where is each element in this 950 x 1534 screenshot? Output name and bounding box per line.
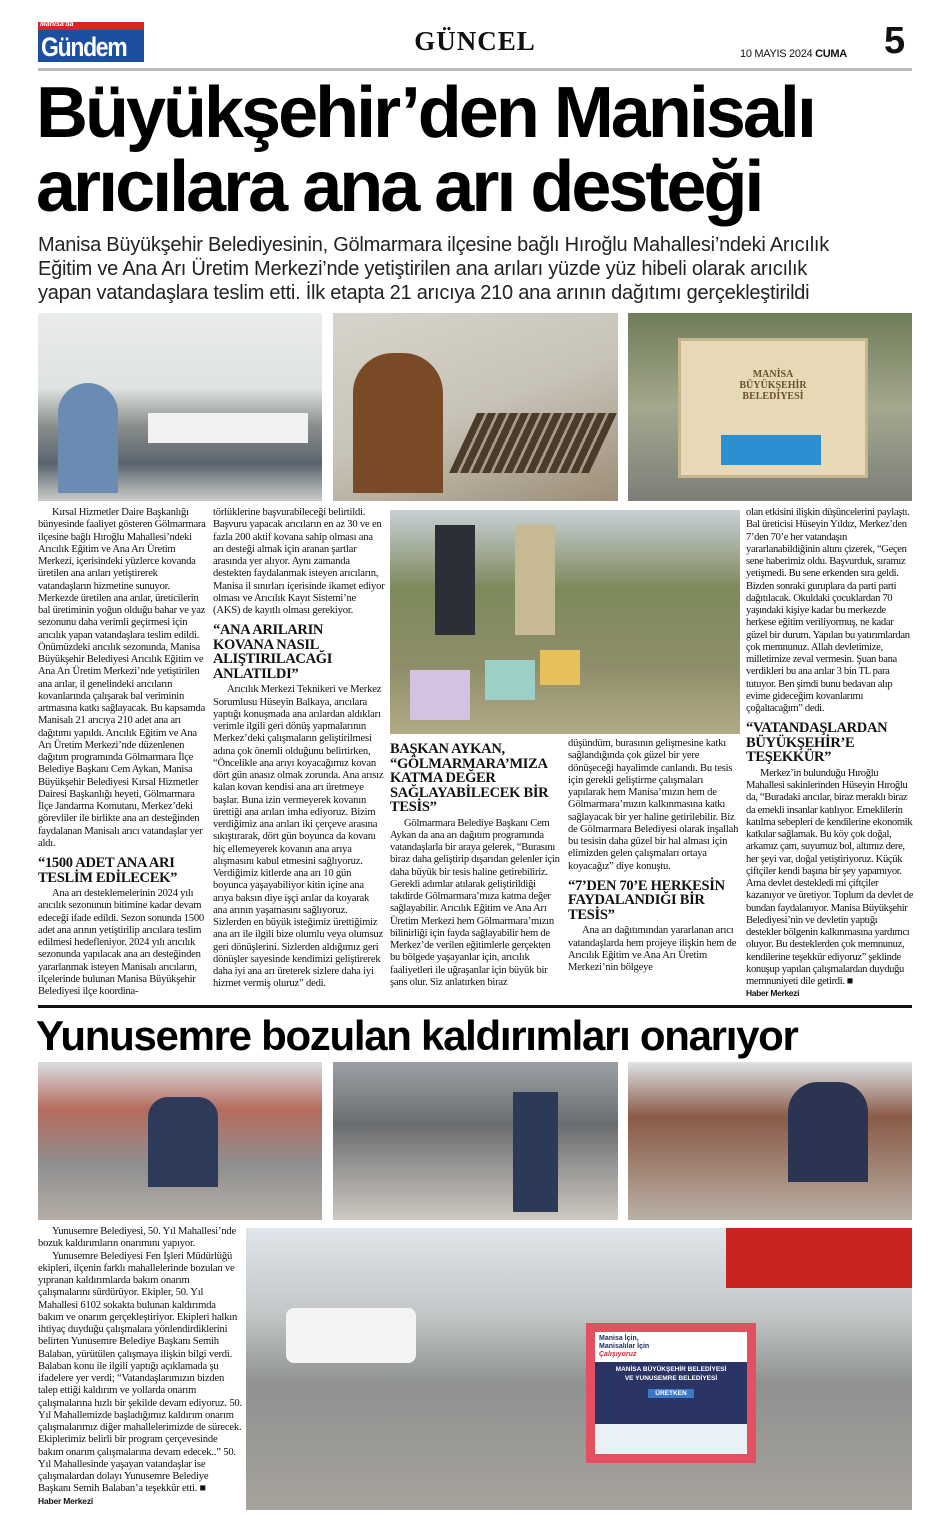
- article-column: [746, 507, 914, 998]
- paragraph: düşündüm, burasının gelişmesine katkı sağlandığında çok güzel bir yere dönüşeceği hayalimde canlandı. Bu tesis için gerekli geliştirme çalışmaları yapılarak hem Manisa’mızın hem de Gölmarmara’mızın kalkınmasına katkı sağlayacak bir yer haline getirilebilir. Biz de Gölmarmara Belediyesi olarak inşallah bu tesisin daha güzel bir hal alması için elimizden gelen çalışmaları ortaya koyacağız” diye konuştu.: [568, 738, 739, 872]
- paragraph: Gölmarmara Belediye Başkanı Cem Aykan da ana arı dağıtım programında vatandaşlarla bir araya gelerek, “Burasını biraz daha geliştirip dışarıdan gelenler için daha büyük bir tesis haline getirebiliriz. Gerekli adımlar atılarak geliştirildiği takdirde Gölmarmara’mıza katma değer sağlayabilir. Arıcılık Eğitim ve Ana Arı Üretim Merkezi hem Gölmarmara’mızın bilinirliği için fayda sağlayabilir hem de Merkez’de verilen eğitimlerle gerçekten bu bölgede yaşayanlar için, arıcılık faaliyetleri ile uğraşanlar için büyük bir şans olur. Siz anlatırken biraz: [390, 817, 560, 988]
- hive-sign-line: BELEDİYESİ: [742, 391, 804, 402]
- paragraph: Merkez’in bulunduğu Hıroğlu Mahallesi sakinlerinden Hüseyin Hıroğlu da, “Buradaki arıcılar, biraz meraklı biraz da emekli insanlar katılıyor. Emeklilerin katılma sebepleri de kendilerine ekonomik katkılar sağlamak. Bu köy çok doğal, arkamız çam, suyumuz bol, altımız dere, her şeyi var, doğal yetiştiriyoruz. Küçük çiftçiler kendi başına bir şey yapamıyor. Ama devlet destekledi mi çiftçiler kazanıyor ve üretiyor. Toplum da devlet de bundan faydalanıyor. Manisa Büyükşehir Belediyesi’nin ve devletin yaptığı destekler bölgenin kalkınmasına yardımcı oluyor. Bu desteklerden çok memnunuz, kendilerine teşekkür ediyoruz” şeklinde konuşup yapılan çalışmalardan duyduğu memnuniyeti dile getirdi. ■: [746, 767, 914, 987]
- photo-worker: [513, 1092, 558, 1212]
- photo-parked-car: [286, 1308, 416, 1363]
- photo-man-brown-jacket: [353, 353, 443, 493]
- date-text: 10 MAYIS 2024: [740, 48, 813, 60]
- subheading: BAŞKAN AYKAN, “GÖLMARMARA’MIZA KATMA DEĞER SAĞLAYABİLECEK BİR TESİS”: [390, 741, 549, 815]
- photo-hive-entrance: [721, 435, 821, 465]
- paragraph: Yunusemre Belediyesi, 50. Yıl Mahallesi’nde bozuk kaldırımların onarımını yapıyor.: [38, 1226, 237, 1250]
- logo-name: Gündem: [41, 32, 127, 62]
- photo-hive: [410, 670, 470, 720]
- article-headline: Yunusemre bozulan kaldırımları onarıyor: [36, 1012, 798, 1059]
- photo-worker-tamping: [333, 1062, 618, 1220]
- byline: Haber Merkezi: [38, 1495, 94, 1506]
- photo-street-works: [246, 1228, 912, 1510]
- standfirst-line: Eğitim ve Ana Arı Üretim Merkezi’nde yetiştirilen ana arıları yüzde yüz hibeli olarak arıcılık: [38, 258, 808, 280]
- article-column: [38, 507, 206, 998]
- paragraph: Ana arı dağıtımından yararlanan arıcı vatandaşlarda hem projeye ilişkin hem de Arıcılık Eğitim ve Ana Arı Üretim Merkezi’nin bölgeye: [568, 925, 737, 973]
- sign-text: Manisalılar İçin: [599, 1343, 650, 1350]
- article-standfirst: [38, 233, 918, 305]
- photo-table: [148, 413, 308, 443]
- headline-line: arıcılara ana arı desteği: [36, 147, 762, 227]
- paragraph: Kırsal Hizmetler Daire Başkanlığı bünyesinde faaliyet gösteren Gölmarmara ilçesine bağlı Hıroğlu Mahallesi’ndeki Arıcılık Eğitim ve Ana Arı Üretim Merkezi, içerisindeki yüzlerce kovanda üretilen ana arıları yetiştirerek vatandaşların hizmetine sunuyor. Merkezde üretilen ana arılar, üreticilerin bal üretiminin yoğun olduğu bahar ve yaz sezonunu daha verimli geçirmesi için arıcılık yapan vatandaşlara teslim edildi. Önümüzdeki arıcılık sezonunda, Manisa Büyükşehir Belediyesi Arıcılık Eğitim ve Ana Arı Üretim Merkezi’nde yetiştirilen ana arılar, il genelindeki arıcıların kovanlarında çalışarak bal veriminin artmasına katkı sağlayacak. Bu kapsamda Manisalı 21 arıcıya 210 adet ana arı dağıtımı yapıldı. Arıcılık Eğitim ve Ana Arı Üretim Merkezi’nde düzenlenen dağıtım programında Gölmarmara İlçe Belediye Başkanı Cem Aykan, Manisa Büyükşehir Belediyesi Kırsal Hizmetler Dairesi Başkanlığı heyeti, Gölmarmara İlçe Jandarma Komutanı, Merkez’deki görevliler ile birlikte ana arı desteğinden faydalanan Manisalı arıcı vatandaşlar yer aldı.: [38, 507, 206, 849]
- sign-badge: ÜRETKEN: [648, 1389, 694, 1398]
- standfirst-line: yapan vatandaşlara teslim etti. İlk etapta 21 arıcıya 210 ana arının dağıtımı gerçekleştirildi: [38, 282, 810, 304]
- paragraph: Ana arı desteklemelerinin 2024 yılı arıcılık sezonunun bitimine kadar devam edeceği ifade edildi. Sezon sonunda 1500 adet ana arının yetiştirilip arıcılara teslim edilmesi hedefleniyor. 2024 yılı arıcılık sezonunda yapılacak ana arı desteğinden yararlanmak isteyen Manisalı arıcıların, ilçelerinde bulunan Manisa Büyükşehir Belediyesi ilçe koordina-: [38, 888, 204, 997]
- paragraph: törlüklerine başvurabileceği belirtildi. Başvuru yapacak arıcıların en az 30 ve en fazla 200 aktif kovana sahip olması ana arı desteği almak için aranan şartlar arasında yer alıyor. Aynı zamanda destekten faydalanmak isteyen arıcıların, Manisa il sınırları içerisinde ikamet ediyor olması ve Arıcılık Kayıt Sistemi’ne (AKS) de kayıtlı olması gerekiyor.: [213, 507, 385, 616]
- photo-hive: [485, 660, 535, 700]
- sign-text: MANİSA BÜYÜKŞEHİR BELEDİYESİ: [615, 1366, 727, 1373]
- article-column: [568, 738, 740, 974]
- sign-text: VE YUNUSEMRE BELEDİYESİ: [624, 1375, 718, 1382]
- headline-line: Büyükşehir’den Manisalı: [36, 73, 814, 153]
- subheading: “ANA ARILARIN KOVANA NASIL ALIŞTIRILACAĞI ANLATILDI”: [213, 622, 333, 682]
- subheading: “7’DEN 70’E HERKESİN FAYDALANDIĞI BİR TESİS”: [568, 877, 725, 923]
- photo-figure: [435, 525, 475, 635]
- roadworks-sign: [586, 1323, 756, 1463]
- logo-tagline: Manisa'da: [40, 21, 74, 28]
- photo-figure: [58, 383, 118, 493]
- photo-hives-field: [390, 510, 740, 734]
- photo-hive-box: [678, 338, 868, 478]
- photo-beehive: [628, 313, 912, 501]
- article-headline: [36, 73, 926, 227]
- sign-text: Çalışıyoruz: [599, 1351, 637, 1358]
- photo-shop-awning: [726, 1228, 912, 1288]
- issue-date: [740, 48, 847, 60]
- byline: Haber Merkezi: [746, 988, 800, 999]
- photo-hive: [540, 650, 580, 685]
- day-text: CUMA: [815, 48, 847, 60]
- photo-kit-tray: [449, 413, 617, 473]
- photo-queen-bee-kits: [333, 313, 618, 501]
- photo-meeting-room: [38, 313, 322, 501]
- standfirst-line: Manisa Büyükşehir Belediyesinin, Gölmarmara ilçesine bağlı Hıroğlu Mahallesi’ndeki Arıcılık: [38, 234, 829, 256]
- photo-worker-paving: [38, 1062, 322, 1220]
- header-divider: [38, 68, 912, 71]
- paragraph: Arıcılık Merkezi Teknikeri ve Merkez Sorumlusu Hüseyin Balkaya, arıcılara yaptığı konuşmada ana arılardan aldıkları verimle ilgili geri dönüş yapmalarının Merkez’deki çalışmaların geliştirilmesi adına çok önemli olduğunu belirtirken, “Öncelikle ana arıyı koyacağımız kovan dört gün anasız olmak zorunda. Ana arısız kalan kovan kendisi ana arı üretmeye başlar. Buna izin vermeyerek kovanın ürettiği ana arıları imha ediyoruz. Bizim verdiğimiz ana arıları iki çerçeve arasına sıkıştırarak, dört gün boyunca da kovanı hiç ellemeyerek kovanın ana arıya alışmasını kabul etmesini sağlıyoruz. Verdiğimiz kitlerde ana arı 10 gün boyunca yaşayabiliyor kitin içine ana arıya baksın diye işçi arılar da koyarak ana arının yaşamasını sağlıyoruz. Sizlerden en büyük isteğimiz ürettiğimiz ana arı ile ilgili bize olumlu veya olumsuz geri dönüşlerini. Sizlerden aldığımız geri dönüşler sayesinde kendimizi geliştirerek daha iyi ana arı üreterek sizlere daha iyi hizmet vermiş oluruz” dedi.: [213, 684, 384, 990]
- photo-worker: [788, 1082, 868, 1182]
- article-divider: [38, 1005, 912, 1008]
- paragraph: olan etkisini ilişkin düşüncelerini paylaştı. Bal üreticisi Hüseyin Yıldız, Merkez’den 7’den 70’e her vatandaşın yararlanabildiğinin altını çizerek, “Geçen sene haberimiz oldu. Başvurduk, sıramız yetişmedi. Bu sene erkenden sıra geldi. Bizden sonraki guruplara da parti parti dağıtılacak. Okuldaki çocuklardan 70 yaşındaki kişiye kadar bu merkezde herkese eğitim veriliyormuş, ne kadar güzel bir durum. Yapılan bu yatırımlardan çok memnunuz. Allah devletimize, milletimize zeval vermesin. Şuan bana verdikleri bu ana arılar 3 bin TL para tutuyor. Ben şimdi bunu bedavan alıp evime gideceğim kovanlarımı çoğaltacağım” dedi.: [746, 507, 910, 714]
- article-column: [390, 736, 560, 989]
- page-number: 5: [884, 20, 906, 62]
- hive-sign-line: MANİSA: [752, 369, 794, 380]
- article-column: [38, 1226, 242, 1506]
- photo-figure: [515, 525, 555, 635]
- photo-worker-cutting: [628, 1062, 912, 1220]
- subheading: “VATANDAŞLARDAN BÜYÜKŞEHİR’E TEŞEKKÜR”: [746, 720, 888, 766]
- section-title: GÜNCEL: [414, 26, 536, 56]
- hive-sign-line: BÜYÜKŞEHİR: [739, 380, 807, 391]
- article-column: [213, 507, 385, 991]
- photo-worker: [148, 1097, 218, 1187]
- paragraph: Yunusemre Belediyesi Fen İşleri Müdürlüğü ekipleri, ilçenin farklı mahallelerinde bozulan ve yıpranan kaldırımlarda bakım onarım çalışmalarını sürdürüyor. Ekipler, 50. Yıl Mahallesi 6102 sokakta bulunan kaldırımda bakım ve onarım gerçekleştiriyor. Ekipleri halkın ihtiyaç duyduğu çalışmalara yönlendirdiklerini belirten Yunusemre Belediye Başkanı Semih Balaban, yürütülen çalışmaya ilişkin bilgi verdi. Balaban konu ile ilgili yaptığı açıklamada şu ifadelere yer verdi; “Vatandaşlarımızın bizden talep ettiği kaldırım ve yollarda onarım çalışmalarına hızlı bir şekilde devam ediyoruz. 50. Yıl Mahallemizde başladığımız kaldırım onarım çalışmalarımız diğer mahallelerimizde de sürecek. Ekiplerimiz belirli bir program çerçevesinde bakım onarım çalışmalarına devam edecek..” 50. Yıl Mahallesinde yaşayan vatandaşlar ise çalışmalardan dolayı Yunusemre Belediye Başkanı Semih Balaban’a teşekkür etti. ■: [38, 1250, 242, 1495]
- subheading: “1500 ADET ANA ARI TESLİM EDİLECEK”: [38, 855, 178, 886]
- hive-sign: [681, 369, 865, 402]
- sign-text: Manisa İçin,: [599, 1335, 639, 1342]
